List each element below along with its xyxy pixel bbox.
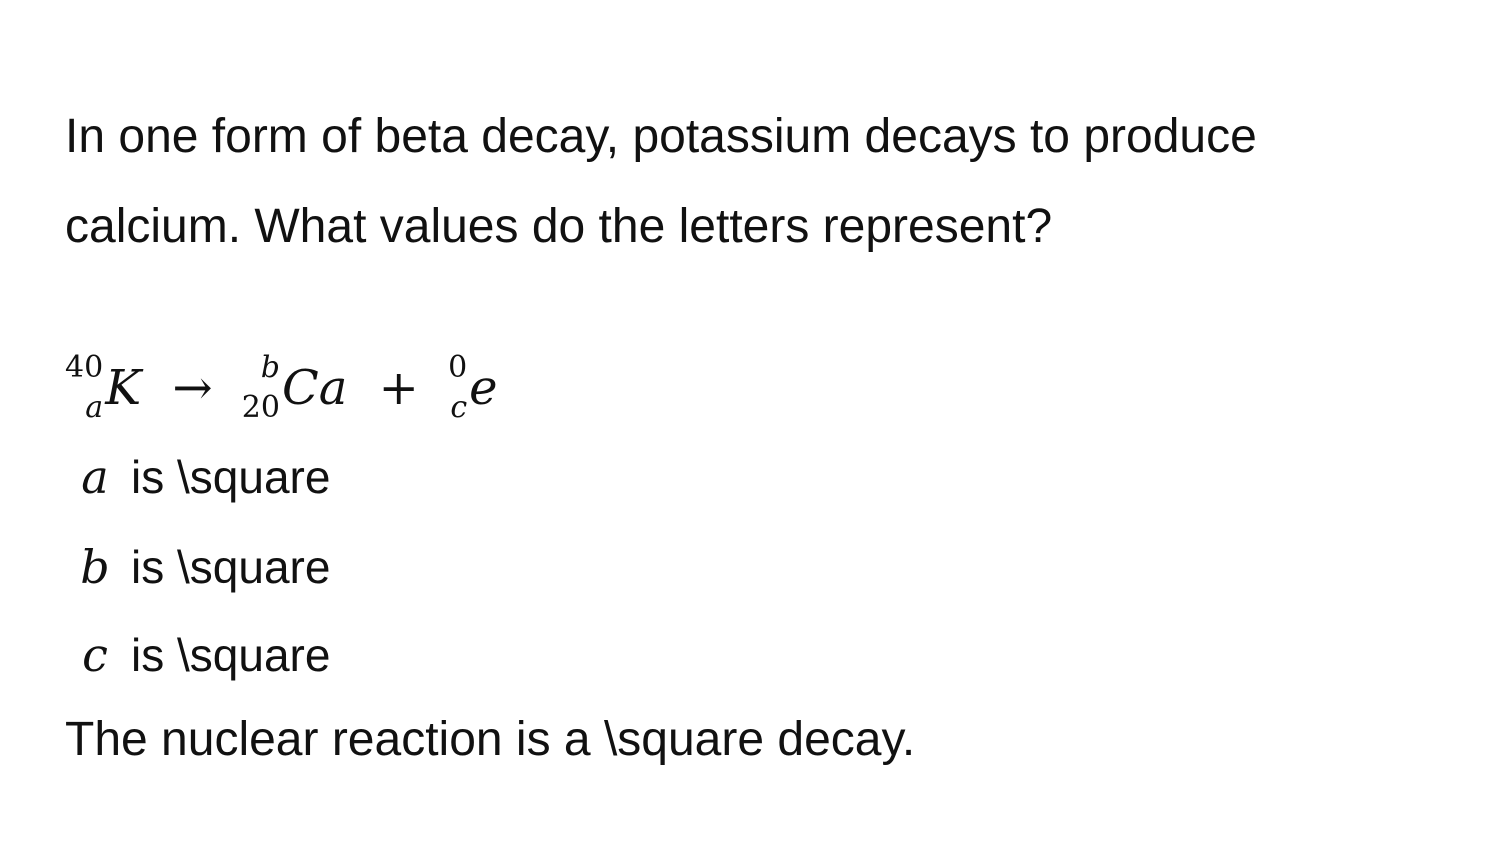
product2-mass-number: 0 [448,350,468,385]
reactant-atomic-number: a [85,390,104,425]
product1-atomic-number: 20 [241,390,280,425]
reactant-symbol: K [105,360,142,416]
plus-sign: + [378,360,419,416]
answer-row-c [65,628,330,682]
question-text: In one form of beta decay, potassium decays to produce calcium. What values do the letters represent? [65,110,1257,253]
product1-mass-number: b [260,350,280,385]
reaction-arrow: → [172,360,213,416]
answer-variable: c [82,628,108,682]
answer-variable: b [80,540,110,594]
product-particle-electron [448,352,498,424]
reactant-nuclide [65,352,141,424]
product2-charge-number: c [450,390,468,425]
conclusion-text[interactable]: The nuclear reaction is a \square decay. [65,713,916,766]
answer-blank-text[interactable]: is \square [131,541,331,593]
answer-row-a [65,450,330,504]
answer-row-b [65,540,330,594]
product1-symbol: Ca [281,360,348,416]
answer-blank-text[interactable]: is \square [131,451,331,503]
answer-blank-text[interactable]: is \square [131,629,331,681]
nuclear-equation [65,352,498,432]
product2-symbol: e [469,360,498,416]
reactant-mass-number: 40 [65,350,104,385]
answer-variable: a [81,450,109,504]
product-nuclide-calcium [242,352,348,424]
